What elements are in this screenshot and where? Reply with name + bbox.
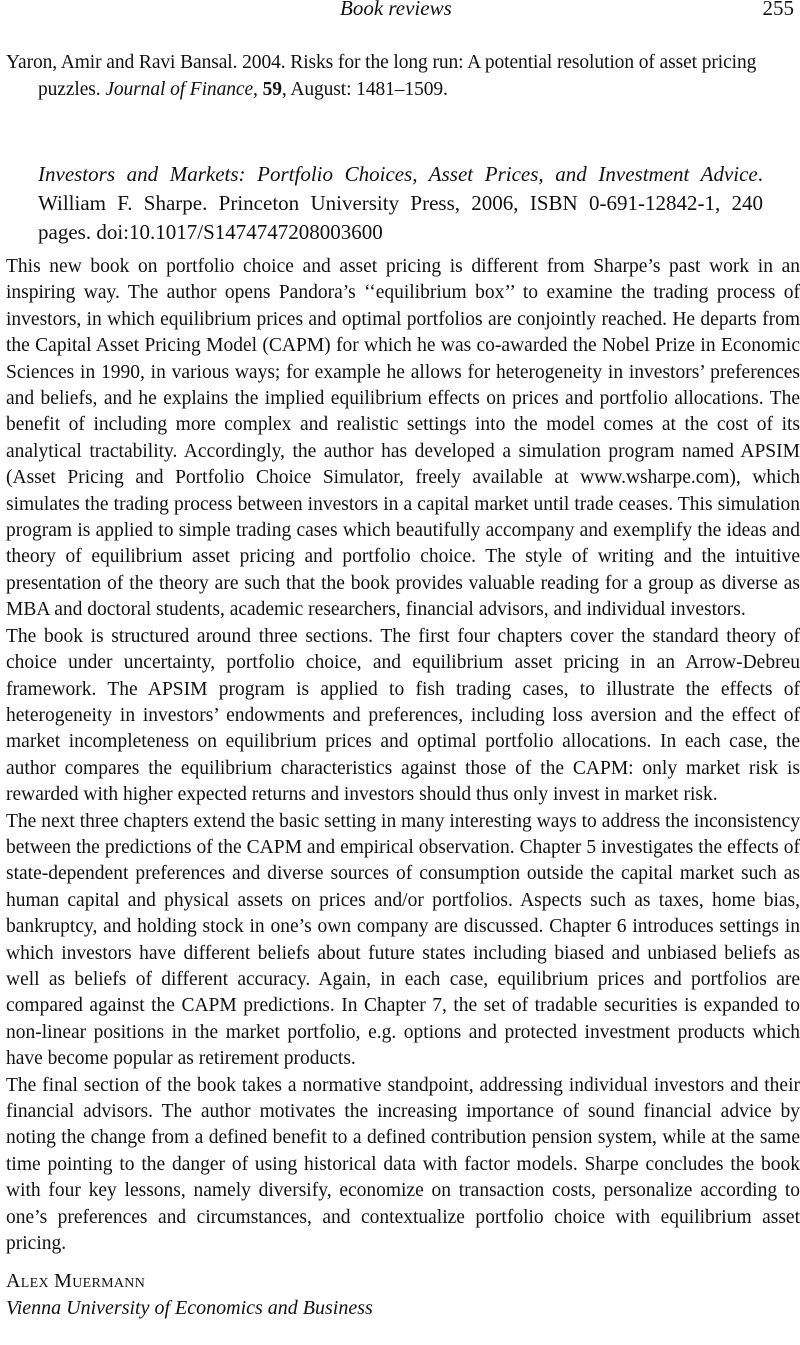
page-number: 255 xyxy=(762,0,794,20)
reviewer-affiliation: Vienna University of Economics and Business xyxy=(6,1297,373,1319)
book-title: Investors and Markets: Portfolio Choices, Asset Prices, and Investment Advice xyxy=(38,162,758,186)
reference-journal: Journal of Finance, xyxy=(105,79,258,100)
review-heading xyxy=(38,160,763,247)
review-body xyxy=(6,254,800,1257)
book-details: . William F. Sharpe. Princeton University Press, 2006, ISBN 0-691-12842-1, 240 pages. doi:10.1017/S1474747208003600 xyxy=(38,162,763,244)
paragraph-3: The next three chapters extend the basic setting in many interesting ways to address the inconsistency between the predictions of the CAPM and empirical observation. Chapter 5 investigates the effects of state-dependent preferences and diverse sources of consumption outside the capital market such as human capital and physical assets on prices and/or portfolios. Aspects such as taxes, home bias, bankruptcy, and holding stock in one’s own company are discussed. Chapter 6 introduces settings in which investors have different beliefs about future states including biased and unbiased beliefs as well as beliefs of different accuracy. Again, in each case, equilibrium prices and portfolios are compared against the CAPM predictions. In Chapter 7, the set of tradable securities is expanded to non-linear positions in the market portfolio, e.g. options and protected investment products which have become popular as retirement products. xyxy=(6,810,800,1070)
paragraph-2: The book is structured around three sections. The first four chapters cover the standard theory of choice under uncertainty, portfolio choice, and equilibrium asset pricing in an Arrow-Debreu framework. The APSIM program is applied to fish trading cases, to illustrate the effects of heterogeneity in investors’ endowments and preferences, including loss aversion and the effect of market incompleteness on equilibrium prices and optimal portfolio allocations. In each case, the author compares the equilibrium characteristics against those of the CAPM: only market risk is rewarded with higher expected returns and investors should thus only invest in market risk. xyxy=(6,625,800,806)
reference-authors: Yaron, Amir and Ravi Bansal. 2004. Risks for the long run: A potential resolution of asset pricing puzzles. xyxy=(6,52,757,100)
reference-details: , August: 1481–1509. xyxy=(281,79,448,100)
paragraph-4: The final section of the book takes a normative standpoint, addressing individual investors and their financial advisors. The author motivates the increasing importance of sound financial advice by noting the change from a defined benefit to a defined contribution pension system, while at the same time pointing to the danger of using historical data with factor models. Sharpe concludes the book with four key lessons, namely diversify, economize on transaction costs, personalize according to one’s preferences and circumstances, and contextualize portfolio choice with equilibrium asset pricing. xyxy=(6,1074,800,1255)
paragraph-1: This new book on portfolio choice and asset pricing is different from Sharpe’s past work in an inspiring way. The author opens Pandora’s ‘‘equilibrium box’’ to examine the trading process of investors, in which equilibrium prices and optimal portfolios are conjointly reached. He departs from the Capital Asset Pricing Model (CAPM) for which he was co-awarded the Nobel Prize in Economic Sciences in 1990, in various ways; for example he allows for heterogeneity in investors’ preferences and beliefs, and he explains the implied equilibrium effects on prices and portfolio allocations. The benefit of including more complex and realistic settings into the model comes at the cost of its analytical tractability. Accordingly, the author has developed a simulation program named APSIM (Asset Pricing and Portfolio Choice Simulator, freely available at www.wsharpe.com), which simulates the trading process between investors in a capital market until trade ceases. This simulation program is applied to simple trading cases which beautifully accompany and exemplify the ideas and theory of equilibrium asset pricing and portfolio choice. The style of writing and the intuitive presentation of the theory are such that the book provides valuable reading for a group as diverse as MBA and doctoral students, academic researchers, financial advisors, and individual investors. xyxy=(6,256,800,621)
running-title: Book reviews xyxy=(340,0,452,20)
reference-volume: 59 xyxy=(262,79,282,100)
reviewer-name: Alex Muermann xyxy=(6,1270,146,1292)
reviewer-signature xyxy=(6,1268,373,1322)
previous-reference xyxy=(6,49,796,103)
running-head xyxy=(0,0,800,28)
